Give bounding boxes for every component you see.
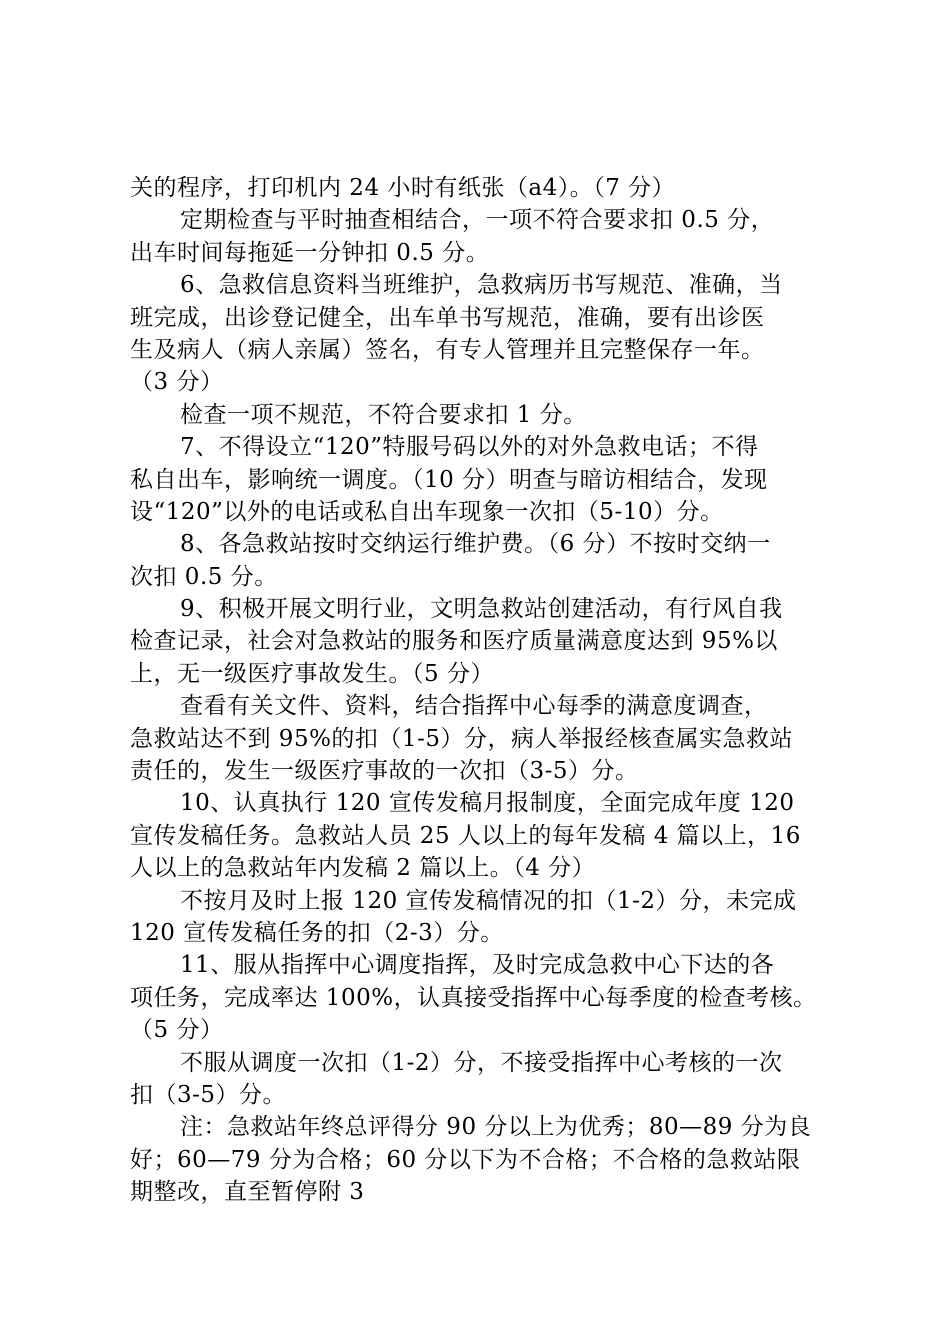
text-line: 上，无一级医疗事故发生。（5 分） bbox=[130, 660, 494, 687]
text-line: （3 分） bbox=[130, 369, 224, 396]
text-line: 不服从调度一次扣（1-2）分，不接受指挥中心考核的一次 bbox=[180, 1049, 783, 1076]
text-line: 120 宣传发稿任务的扣（2-3）分。 bbox=[130, 919, 504, 946]
text-line: 扣（3-5）分。 bbox=[130, 1081, 287, 1108]
text-line: 项任务，完成率达 100%，认真接受指挥中心每季度的检查考核。 bbox=[130, 984, 817, 1011]
text-line: 人以上的急救站年内发稿 2 篇以上。（4 分） bbox=[130, 855, 596, 882]
text-line: 期整改，直至暂停附 3 bbox=[130, 1179, 365, 1206]
text-line: 宣传发稿任务。急救站人员 25 人以上的每年发稿 4 篇以上，16 bbox=[130, 822, 801, 849]
text-line: 私自出车，影响统一调度。（10 分）明查与暗访相结合，发现 bbox=[130, 466, 768, 493]
text-line: 好；60—79 分为合格；60 分以下为不合格；不合格的急救站限 bbox=[130, 1146, 801, 1173]
text-line: 注：急救站年终总评得分 90 分以上为优秀；80—89 分为良 bbox=[180, 1114, 812, 1141]
text-line: 设“120”以外的电话或私自出车现象一次扣（5-10）分。 bbox=[130, 498, 724, 525]
text-line: 检查一项不规范，不符合要求扣 1 分。 bbox=[180, 401, 587, 428]
text-line: 急救站达不到 95%的扣（1-5）分，病人举报经核查属实急救站 bbox=[130, 725, 793, 752]
text-line: 次扣 0.5 分。 bbox=[130, 563, 278, 590]
document-body bbox=[130, 172, 850, 1209]
text-line: 生及病人（病人亲属）签名，有专人管理并且完整保存一年。 bbox=[130, 336, 765, 363]
text-line: 班完成，出诊登记健全，出车单书写规范，准确，要有出诊医 bbox=[130, 304, 765, 331]
text-line: 检查记录，社会对急救站的服务和医疗质量满意度达到 95%以 bbox=[130, 628, 778, 655]
text-line: 6、急救信息资料当班维护，急救病历书写规范、准确，当 bbox=[180, 272, 783, 299]
text-line: 责任的，发生一级医疗事故的一次扣（3-5）分。 bbox=[130, 758, 639, 785]
text-line: 不按月及时上报 120 宣传发稿情况的扣（1-2）分，未完成 bbox=[180, 887, 797, 914]
text-line: 7、不得设立“120”特服号码以外的对外急救电话；不得 bbox=[180, 434, 759, 461]
text-line: 11、服从指挥中心调度指挥，及时完成急救中心下达的各 bbox=[180, 952, 775, 979]
text-line: 定期检查与平时抽查相结合，一项不符合要求扣 0.5 分， bbox=[180, 207, 775, 234]
text-line: 8、各急救站按时交纳运行维护费。（6 分）不按时交纳一 bbox=[180, 531, 771, 558]
text-line: （5 分） bbox=[130, 1017, 224, 1044]
text-line: 关的程序，打印机内 24 小时有纸张（a4）。（7 分） bbox=[130, 175, 676, 201]
text-line: 出车时间每拖延一分钟扣 0.5 分。 bbox=[130, 239, 490, 266]
text-line: 查看有关文件、资料，结合指挥中心每季的满意度调查， bbox=[180, 693, 768, 720]
text-line: 10、认真执行 120 宣传发稿月报制度，全面完成年度 120 bbox=[180, 790, 795, 817]
text-line: 9、积极开展文明行业，文明急救站创建活动，有行风自我 bbox=[180, 596, 783, 623]
